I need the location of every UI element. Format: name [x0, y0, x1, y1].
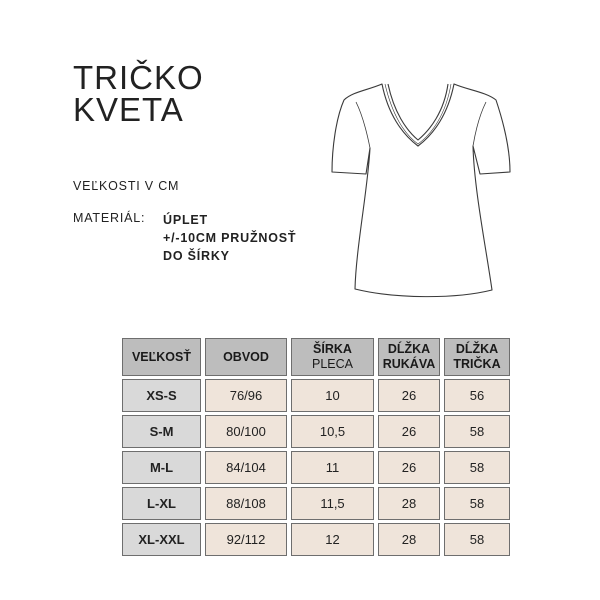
product-title-line1: TRIČKO — [73, 59, 204, 96]
table-cell: 80/100 — [205, 415, 287, 448]
table-row — [122, 523, 510, 556]
table-cell: 58 — [444, 415, 510, 448]
table-cell: 10 — [291, 379, 374, 412]
table-header-row — [122, 338, 510, 376]
col-header-size: VEĽKOSŤ — [122, 338, 201, 376]
table-row — [122, 415, 510, 448]
material-value — [163, 211, 296, 265]
table-row — [122, 379, 510, 412]
table-cell: 92/112 — [205, 523, 287, 556]
col-header-shoulder-width: ŠÍRKA PLECA — [291, 338, 374, 376]
table-cell: 11,5 — [291, 487, 374, 520]
material-line: DO ŠÍRKY — [163, 249, 230, 263]
size-cell: L-XL — [122, 487, 201, 520]
tshirt-illustration — [326, 78, 516, 304]
table-cell: 11 — [291, 451, 374, 484]
table-cell: 84/104 — [205, 451, 287, 484]
size-table — [118, 335, 514, 559]
table-cell: 26 — [378, 379, 440, 412]
table-cell: 56 — [444, 379, 510, 412]
table-cell: 88/108 — [205, 487, 287, 520]
table-cell: 58 — [444, 451, 510, 484]
product-title — [73, 59, 204, 128]
table-cell: 58 — [444, 523, 510, 556]
table-row — [122, 487, 510, 520]
table-cell: 28 — [378, 487, 440, 520]
col-header-sleeve-length: DĹŽKA RUKÁVA — [378, 338, 440, 376]
units-note: VEĽKOSTI V CM — [73, 179, 180, 193]
table-cell: 26 — [378, 451, 440, 484]
table-cell: 58 — [444, 487, 510, 520]
table-cell: 26 — [378, 415, 440, 448]
product-title-line2: KVETA — [73, 91, 184, 128]
material-label: MATERIÁL: — [73, 211, 146, 225]
material-line: ÚPLET — [163, 213, 208, 227]
size-cell: S-M — [122, 415, 201, 448]
table-cell: 76/96 — [205, 379, 287, 412]
material-line: +/-10CM PRUŽNOSŤ — [163, 231, 297, 245]
col-header-circumference: OBVOD — [205, 338, 287, 376]
table-cell: 28 — [378, 523, 440, 556]
table-cell: 12 — [291, 523, 374, 556]
col-header-shirt-length: DĹŽKA TRIČKA — [444, 338, 510, 376]
table-cell: 10,5 — [291, 415, 374, 448]
size-cell: XS-S — [122, 379, 201, 412]
table-row — [122, 451, 510, 484]
size-cell: XL-XXL — [122, 523, 201, 556]
size-cell: M-L — [122, 451, 201, 484]
